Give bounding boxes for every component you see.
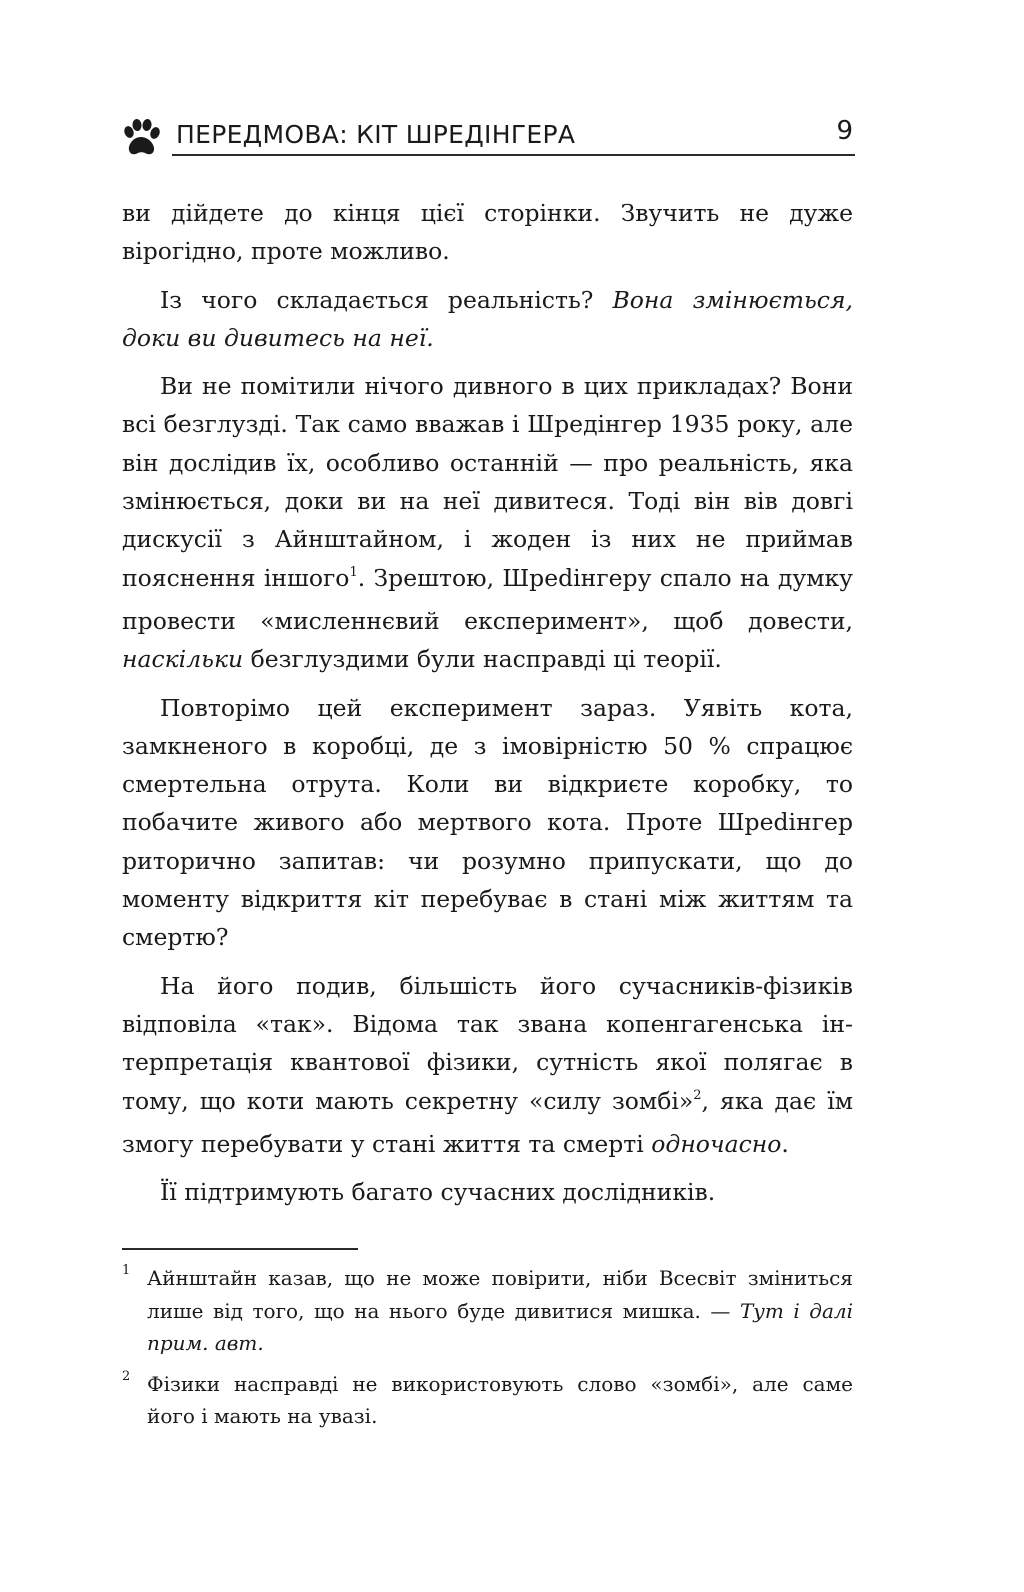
footnote-reference[interactable]: 1 bbox=[349, 564, 358, 580]
italic-text: Вона змінюється, доки ви дивитесь на неї. bbox=[122, 285, 853, 352]
paragraph-text: Ви не помітили нічого дивного в цих прикладах? Вони всі безглузді. Так само вважав і Шредінгер 1935 року, але він дослідив їх, особливо останній — про реальність, яка змінюється, доки ви на неї дивитеся. Тоді він вів довгі дискусії з Айнштайном, і жоден із них не приймав пояснення іншого bbox=[122, 372, 853, 592]
paragraph-text: Її підтримують багато сучасних дослідників. bbox=[160, 1178, 716, 1207]
paragraph bbox=[122, 967, 853, 1163]
paragraph-text: . bbox=[781, 1129, 789, 1158]
footnotes bbox=[122, 1262, 853, 1441]
italic-text: наскільки bbox=[122, 645, 244, 674]
footnote-reference[interactable]: 2 bbox=[693, 1087, 702, 1103]
paragraph bbox=[122, 367, 853, 678]
running-head bbox=[120, 114, 855, 164]
page-number: 9 bbox=[836, 116, 853, 146]
paragraph bbox=[122, 1173, 853, 1211]
paragraph-text: безглуздими були насправді ці теорії. bbox=[243, 645, 722, 674]
paragraph-text: Із чого складається реальність? bbox=[160, 285, 613, 314]
footnote-rule bbox=[122, 1248, 358, 1250]
footnote-text: Фізики насправді не використовують слово «зомбі», але саме його і мають на увазі. bbox=[147, 1371, 853, 1428]
paragraph-text: ви дійдете до кінця цієї сторінки. Звучить не дуже вірогідно, проте можливо. bbox=[122, 199, 853, 266]
paragraph-text: . Зрештою, Шреdінгеру спало на думку провести «мисленнєвий експеримент», щоб довести, bbox=[122, 563, 854, 635]
footnote-italic-text: Тут і далі прим. авт. bbox=[147, 1298, 854, 1355]
header-rule bbox=[172, 154, 855, 156]
footnote bbox=[122, 1262, 853, 1360]
footnote-mark: 1 bbox=[122, 1263, 131, 1278]
body-text bbox=[122, 194, 853, 1211]
paragraph-text: Повторімо цей експеримент зараз. Уявіть кота, замкненого в коробці, де з імовірністю 50 % спрацює смертельна отрута. Коли ви відкриєте коробку, то побачите живого або мертвого кота. Проте Шреdінгер риторично запитав: чи розумно припускати, що до моменту відкриття кіт перебуває в стані між життям та смертю? bbox=[122, 693, 853, 952]
paw-icon bbox=[120, 118, 162, 160]
italic-text: одночасно bbox=[651, 1129, 782, 1158]
paragraph-text: На його подив, більшість його сучасників-фізиків відповіла «так». Відома так звана копенгагенська інтерпретація квантової фізики, сутність якої полягає в тому, що коти мають секретну «силу зомбі» bbox=[122, 971, 853, 1115]
running-head-title: ПЕРЕДМОВА: КІТ ШРЕДІНГЕРА bbox=[176, 120, 576, 149]
paragraph bbox=[122, 689, 853, 957]
footnote bbox=[122, 1368, 853, 1433]
paragraph bbox=[122, 281, 853, 358]
footnote-text: Айнштайн казав, що не може повірити, ніби Всесвіт зміниться лише від того, що на нього буде дивитися мишка. — bbox=[147, 1266, 853, 1323]
footnote-mark: 2 bbox=[122, 1368, 131, 1384]
paragraph-text: , яка дає їм змогу перебувати у стані життя та смерті bbox=[122, 1086, 854, 1158]
paragraph-continued bbox=[122, 194, 853, 271]
